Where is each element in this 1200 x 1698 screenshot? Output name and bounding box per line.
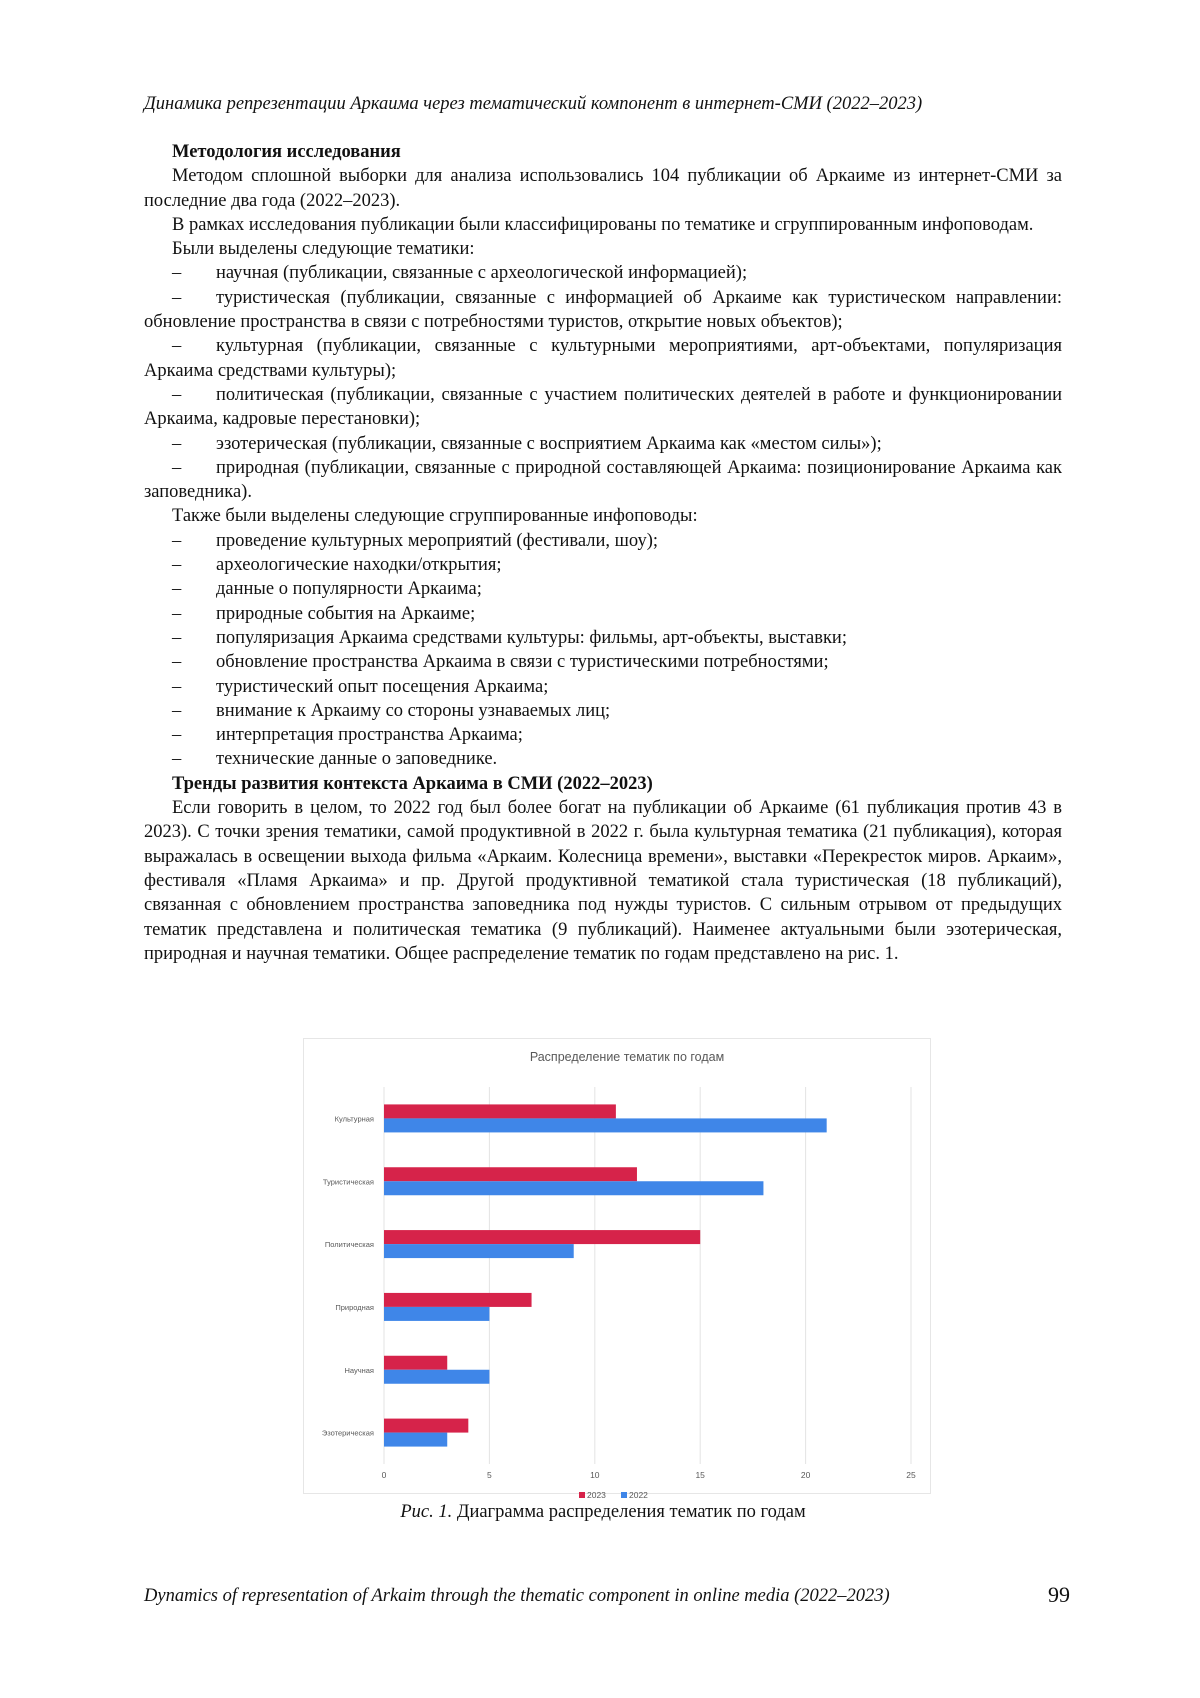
bar-2023 [384,1356,447,1370]
list-item: – данные о популярности Аркаима; [144,577,1062,601]
dash-mark: – [172,336,182,357]
list-item: – обновление пространства Аркаима в связи с туристическими потребностями; [144,650,1062,674]
paragraph: Также были выделены следующие сгруппированные инфоповоды: [172,506,698,527]
bar-2022 [384,1181,763,1195]
dash-mark: – [172,676,182,697]
list-item: – внимание к Аркаиму со стороны узнаваемых лиц; [144,699,1062,723]
category-label: Политическая [324,1240,374,1250]
list-item: – проведение культурных мероприятий (фестивали, шоу); [144,529,1062,553]
section-heading-methodology: Методология исследования [172,142,401,162]
legend-swatch [579,1492,585,1498]
dash-mark: – [172,603,182,624]
x-tick-label: 15 [695,1470,705,1480]
page-number: 99 [1048,1582,1070,1607]
dash-mark: – [172,384,182,405]
dash-mark: – [172,530,182,551]
legend-swatch [621,1492,627,1498]
list-item: – эзотерическая (публикации, связанные с восприятием Аркаима как «местом силы»); [144,432,1062,456]
themes-list [144,261,1062,504]
bar-2023 [384,1293,532,1307]
dash-mark: – [172,263,182,284]
x-tick-label: 20 [800,1470,811,1480]
bar-2022 [384,1370,489,1384]
bar-2023 [384,1230,700,1244]
bar-2022 [384,1118,827,1132]
x-tick-label: 5 [487,1470,492,1480]
x-tick-label: 0 [381,1470,387,1480]
dash-mark: – [172,749,182,770]
list-item: – природные события на Аркаиме; [144,602,1062,626]
category-label: Научная [344,1365,374,1375]
bar-2022 [384,1307,489,1321]
list-item: – туристическая (публикации, связанные с информацией об Аркаиме как туристическом направлении: обновление пространства в связи с потребностями туристов, открытие новых объектов); [144,287,1062,333]
x-tick-label: 25 [906,1470,916,1480]
caption-label: Рис. 1. [400,1502,453,1522]
legend-label: 2022 [629,1490,648,1500]
bar-2022 [384,1433,447,1447]
dash-mark: – [172,287,182,308]
list-item: – археологические находки/открытия; [144,553,1062,577]
list-item: – технические данные о заповеднике. [144,747,1062,771]
dash-mark: – [172,433,182,454]
dash-mark: – [172,627,182,648]
category-label: Туристическая [322,1177,374,1187]
figure-caption [144,1500,1062,1524]
dash-mark: – [172,579,182,600]
paragraph: Методом сплошной выборки для анализа использовались 104 публикации об Аркаиме из интернет-СМИ за последние два года (2022–2023). [144,166,1062,211]
dash-mark: – [172,457,182,478]
figure-chart [303,1038,931,1500]
bar-2023 [384,1167,637,1181]
dash-mark: – [172,555,182,576]
legend-label: 2023 [587,1490,606,1500]
bar-chart [304,1039,930,1500]
running-foot: Dynamics of representation of Arkaim through the thematic component in online media (2022–2023) [144,1586,890,1606]
chart-title: Распределение тематик по годам [529,1050,725,1064]
list-item: – природная (публикации, связанные с природной составляющей Аркаима: позиционирование Аркаима как заповедника). [144,457,1062,503]
category-label: Культурная [334,1114,374,1124]
list-item: – туристический опыт посещения Аркаима; [144,675,1062,699]
bar-2022 [384,1244,574,1258]
paragraph: В рамках исследования публикации были классифицированы по тематике и сгруппированным инфоповодам. [172,214,1034,235]
section-heading-trends: Тренды развития контекста Аркаима в СМИ (2022–2023) [172,773,653,794]
article-body [144,140,1062,966]
occasions-list [144,529,1062,772]
list-item: – научная (публикации, связанные с археологической информацией); [144,261,1062,285]
bar-2023 [384,1104,616,1118]
running-head: Динамика репрезентации Аркаима через тематический компонент в интернет-СМИ (2022–2023) [144,94,923,114]
x-tick-label: 10 [590,1470,600,1480]
paragraph: Если говорить в целом, то 2022 год был более богат на публикации об Аркаиме (61 публикация против 43 в 2023). С точки зрения тематики, самой продуктивной в 2022 г. была культурная тематика (21 публикация), которая выражалась в освещении выхода фильма «Аркаим. Колесница времени», выставки «Перекресток миров. Аркаим», фестиваля «Пламя Аркаима» и пр. Другой продуктивной тематикой стала туристическая (18 публикаций), связанная с обновлением пространства заповедника под нужды туристов. С сильным отрывом от предыдущих тематик представлена и политическая тематика (9 публикаций). Наименее актуальными были эзотерическая, природная и научная тематики. Общее распределение тематик по годам представлено на рис. 1. [144,798,1062,964]
caption-text: Диаграмма распределения тематик по годам [456,1502,806,1522]
dash-mark: – [172,652,182,673]
list-item: – политическая (публикации, связанные с участием политических деятелей в работе и функционировании Аркаима, кадровые перестановки); [144,384,1062,430]
bar-2023 [384,1419,468,1433]
dash-mark: – [172,725,182,746]
list-item: – популяризация Аркаима средствами культуры: фильмы, арт-объекты, выставки; [144,626,1062,650]
list-item: – культурная (публикации, связанные с культурными мероприятиями, арт-объектами, популяризация Аркаима средствами культуры); [144,336,1062,381]
category-label: Природная [335,1302,374,1312]
list-item: – интерпретация пространства Аркаима; [144,723,1062,747]
paragraph: Были выделены следующие тематики: [172,239,475,260]
dash-mark: – [172,700,182,721]
category-label: Эзотерическая [321,1428,374,1438]
